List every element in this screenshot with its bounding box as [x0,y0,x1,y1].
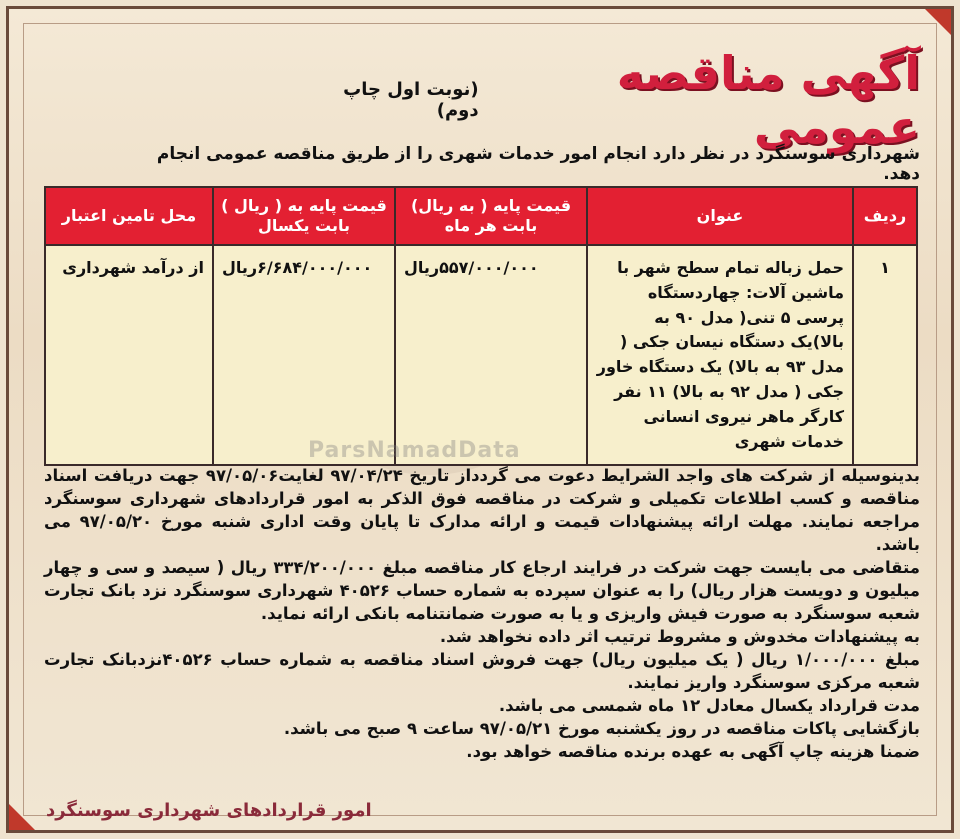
paragraph-duration: مدت قرارداد یکسال معادل ۱۲ ماه شمسی می باشد. [498,696,920,715]
header-monthly-price: قیمت پایه ( به ریال) بابت هر ماه [395,187,587,245]
body-text [44,464,920,763]
paragraph-document-fee: مبلغ ۱/۰۰۰/۰۰۰ ریال ( یک میلیون ریال) جهت فروش اسناد مناقصه به شماره حساب ۴۰۵۲۶نزدبانک تجارت شعبه مرکزی سوسنگرد واریز نمایند. [44,650,921,692]
watermark-text: ParsNamadData [308,438,521,463]
table-row [45,245,917,465]
paragraph-deposit: متقاضی می بایست جهت شرکت در فرایند ارجاع کار مناقصه مبلغ ۳۳۴/۲۰۰/۰۰۰ ریال ( سیصد و سی و چهار میلیون و دویست هزار ریال) را به عنوان سپرده به شماره حساب ۴۰۵۲۶ شهرداری سوسنگرد نزد بانک تجارت شعبه سوسنگرد به صورت فیش واریزی و یا به صورت ضمانتنامه بانکی ارائه نماید. [44,558,920,623]
signature: امور قراردادهای شهرداری سوسنگرد [46,800,372,821]
header-funding-source: محل تامین اعتبار [45,187,213,245]
header-title: عنوان [587,187,853,245]
header-yearly-price: قیمت پایه به ( ریال ) بابت یکسال [213,187,395,245]
intro-text: شهرداری سوسنگرد در نظر دارد انجام امور خدمات شهری را از طریق مناقصه عمومی انجام دهد. [156,144,920,184]
cell-funding-source: از درآمد شهرداری [45,245,213,465]
cell-monthly-price: ۵۵۷/۰۰۰/۰۰۰ریال [395,245,587,465]
paragraph-opening: بازگشایی پاکات مناقصه در روز یکشنبه مورخ ۹۷/۰۵/۲۱ ساعت ۹ صبح می باشد. [283,719,920,738]
paragraph-invitation: بدینوسیله از شرکت های واجد الشرایط دعوت می گردداز تاریخ ۹۷/۰۴/۲۴ لغایت۹۷/۰۵/۰۶ جهت دریافت اسناد مناقصه و کسب اطلاعات تکمیلی و شرکت در مناقصه فوق الذکر به امور قراردادهای شهرداری سوسنگرد مراجعه نمایند. مهلت ارائه پیشنهادات قیمت و ارائه مدارک تا پایان وقت اداری شنبه مورخ ۹۷/۰۵/۲۰ می باشد. [44,466,920,554]
header [320,46,920,154]
paragraph-conditions: به پیشنهادات مخدوش و مشروط ترتیب اثر داده نخواهد شد. [439,627,920,646]
notice-subtitle: (نوبت اول چاپ دوم) [343,79,479,121]
cell-title: حمل زباله تمام سطح شهر با ماشین آلات: چهاردستگاه پرسی ۵ تنی( مدل ۹۰ به بالا)یک دستگاه نیسان جکی ( مدل ۹۳ به بالا) یک دستگاه خاور جکی ( مدل ۹۲ به بالا) ۱۱ نفر کارگر ماهر نیروی انسانی خدمات شهری [587,245,853,465]
corner-ornament [925,9,951,35]
table-header-row [45,187,917,245]
cell-yearly-price: ۶/۶۸۴/۰۰۰/۰۰۰ریال [213,245,395,465]
header-row-number: ردیف [853,187,917,245]
paragraph-print-cost: ضمنا هزینه چاپ آگهی به عهده برنده مناقصه خواهد بود. [466,742,920,761]
notice-title: آگهی مناقصه عمومی [616,46,920,154]
tender-table [44,186,918,466]
corner-ornament [9,804,35,830]
cell-row-number: ۱ [853,245,917,465]
